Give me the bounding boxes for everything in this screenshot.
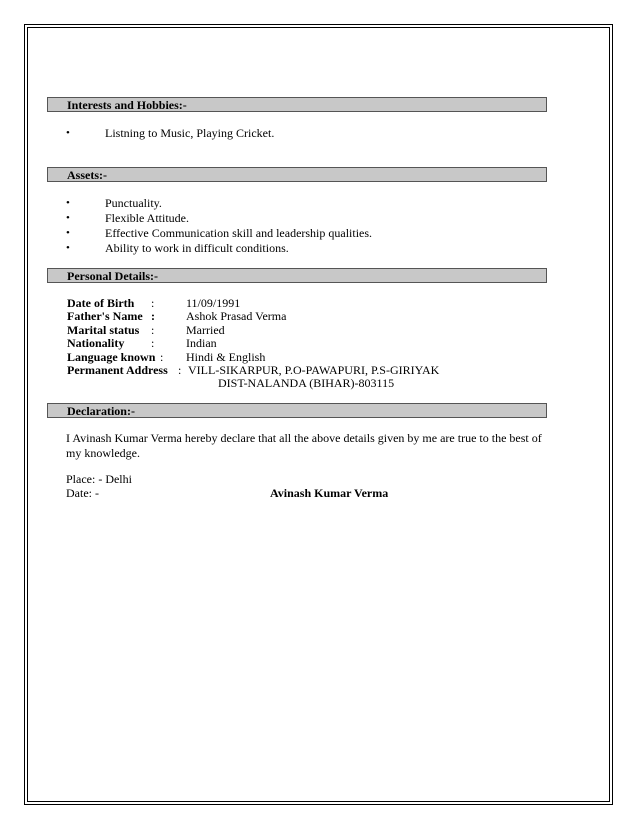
- list-item: • Punctuality.: [66, 196, 162, 210]
- declaration-text: I Avinash Kumar Verma hereby declare that all the above details given by me are true to the best of my knowledge.: [66, 431, 542, 460]
- bullet-icon: •: [66, 127, 70, 139]
- place-line: Place: - Delhi: [66, 472, 132, 486]
- assets-list: [66, 196, 372, 256]
- assets-heading: Assets:-: [47, 167, 547, 182]
- signature-name: Avinash Kumar Verma: [270, 486, 389, 500]
- date-line: Date: -: [66, 486, 99, 500]
- interests-list: [66, 126, 274, 141]
- declaration-heading: Declaration:-: [47, 403, 547, 418]
- interests-heading: Interests and Hobbies:-: [47, 97, 547, 112]
- list-item: • Effective Communication skill and leadership qualities.: [66, 226, 373, 240]
- personal-details-heading: Personal Details:-: [47, 268, 547, 283]
- bullet-icon: •: [66, 242, 70, 254]
- list-item: • Listning to Music, Playing Cricket.: [66, 126, 275, 140]
- list-item: • Flexible Attitude.: [66, 211, 189, 225]
- bullet-icon: •: [66, 212, 70, 224]
- bullet-icon: •: [66, 227, 70, 239]
- bullet-icon: •: [66, 197, 70, 209]
- list-item: • Ability to work in difficult conditions.: [66, 241, 289, 255]
